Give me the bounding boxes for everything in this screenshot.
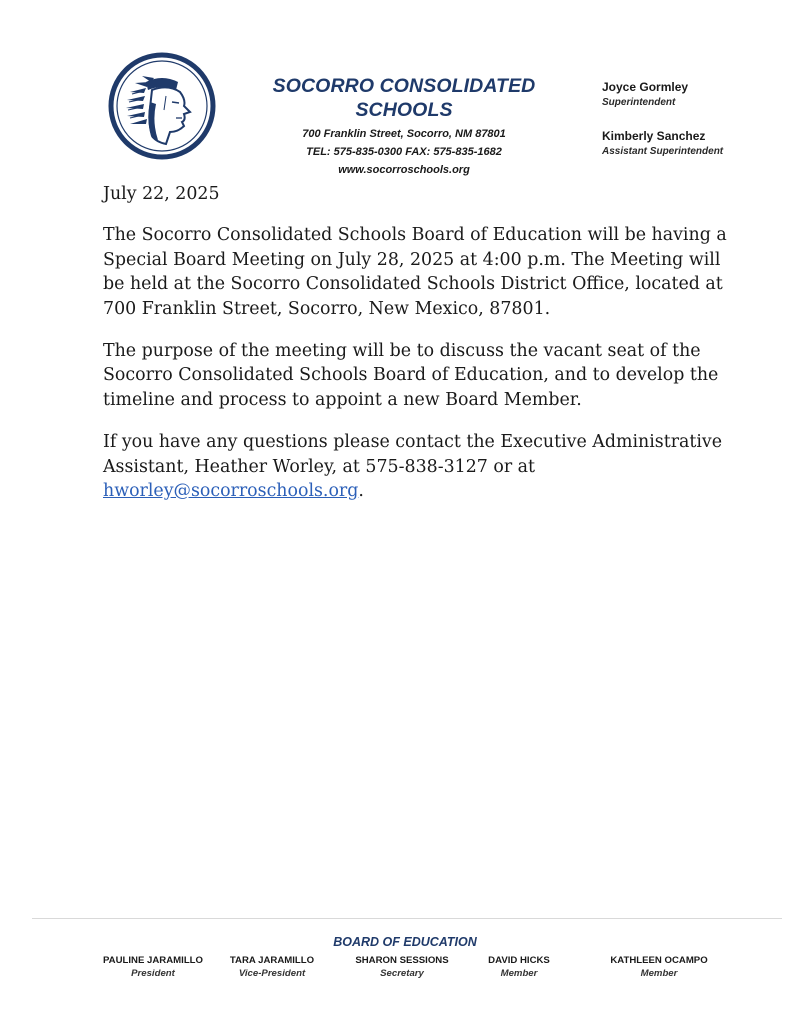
warrior-head-icon	[108, 52, 216, 160]
board-member-name: DAVID HICKS	[488, 955, 550, 966]
board-member-ocampo	[600, 954, 718, 981]
official-title: Assistant Superintendent	[602, 146, 724, 157]
board-member-name: PAULINE JARAMILLO	[102, 955, 204, 966]
letter-paragraph-contact	[103, 430, 743, 503]
contact-trailing-period: .	[358, 481, 364, 502]
official-name: Joyce Gormley	[602, 80, 689, 94]
board-member-role: Member	[640, 968, 678, 979]
school-logo	[108, 52, 216, 160]
organization-phone-fax: TEL: 575-835-0300 FAX: 575-835-1682	[306, 146, 502, 158]
board-member-name: KATHLEEN OCAMPO	[610, 955, 708, 966]
contact-email-link[interactable]: hworley@socorroschools.org	[103, 481, 359, 502]
board-member-role: President	[131, 968, 175, 979]
footer-divider	[32, 918, 782, 919]
official-superintendent	[602, 79, 782, 110]
board-member-vice-president	[220, 954, 324, 981]
letter-date: July 22, 2025	[103, 184, 220, 204]
official-name: Kimberly Sanchez	[602, 129, 706, 143]
board-member-role: Secretary	[380, 968, 424, 979]
organization-address: 700 Franklin Street, Socorro, NM 87801	[302, 128, 506, 140]
letter-body	[103, 182, 743, 521]
officials-list	[602, 79, 782, 159]
contact-text: If you have any questions please contact the Executive Administrative Assistant, Heather Worley, at 575-838-3127 or at	[103, 432, 723, 477]
organization-website: www.socorroschools.org	[338, 164, 470, 176]
board-of-education-title: BOARD OF EDUCATION	[333, 935, 477, 949]
board-member-role: Vice-President	[238, 968, 306, 979]
board-member-role: Member	[500, 968, 538, 979]
letter-paragraph-purpose: The purpose of the meeting will be to discuss the vacant seat of the Socorro Consolidated Schools Board of Education, and to develop the timeline and process to appoint a new Board Member.	[103, 341, 719, 410]
official-title: Superintendent	[602, 97, 676, 108]
official-assistant-superintendent	[602, 128, 782, 159]
board-member-hicks	[478, 954, 560, 981]
board-member-name: SHARON SESSIONS	[355, 955, 449, 966]
board-member-secretary	[348, 954, 456, 981]
organization-name: SOCORRO CONSOLIDATED SCHOOLS	[272, 75, 536, 121]
board-member-president	[98, 954, 208, 981]
letterhead	[224, 74, 584, 179]
board-member-name: TARA JARAMILLO	[229, 955, 315, 966]
letter-paragraph-meeting: The Socorro Consolidated Schools Board of Education will be having a Special Board Meeting on July 28, 2025 at 4:00 p.m. The Meeting will be held at the Socorro Consolidated Schools District Office, located at 700 Franklin Street, Socorro, New Mexico, 87801.	[103, 225, 727, 319]
